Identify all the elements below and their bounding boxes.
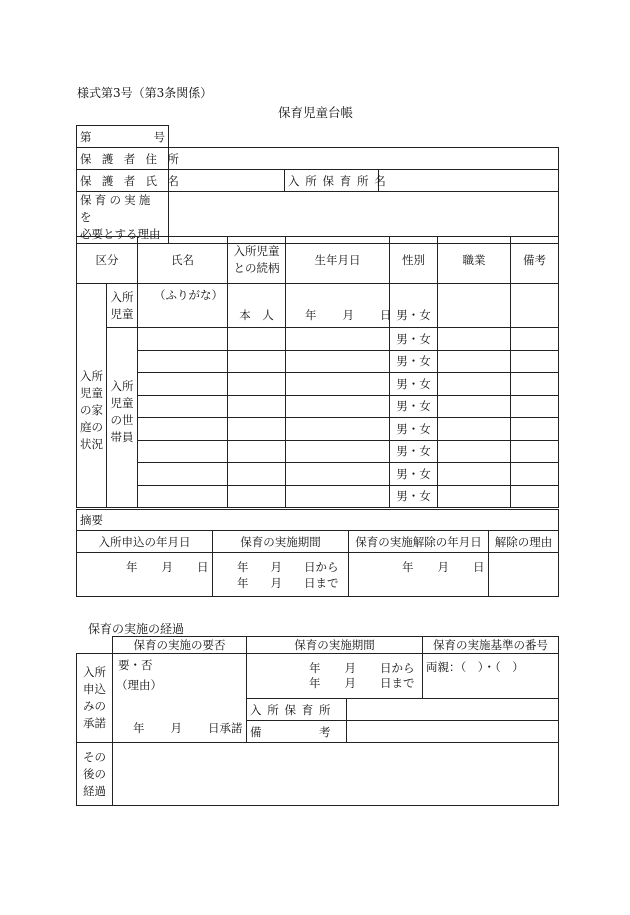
number-cell: 第 号 [77, 126, 169, 148]
guardian-name-label: 保護者氏名 [77, 170, 169, 192]
sex-select[interactable]: 男・女 [390, 395, 438, 418]
child-birthdate[interactable]: 年 月 日 [286, 284, 390, 328]
cancel-date-field[interactable]: 年 月 日 [349, 553, 489, 597]
remarks-field[interactable] [511, 395, 559, 418]
member-birthdate[interactable] [286, 463, 390, 486]
member-relation[interactable] [228, 463, 286, 486]
occupation-field[interactable] [438, 350, 511, 373]
need-field[interactable]: 要・否 （理由） 年 月 日承諾 [113, 654, 247, 743]
occupation-field[interactable] [438, 463, 511, 486]
member-name[interactable] [138, 418, 228, 441]
remarks-field[interactable] [511, 284, 559, 328]
member-birthdate[interactable] [286, 350, 390, 373]
occupation-field[interactable] [438, 485, 511, 508]
standard-number-field[interactable]: 両親：（ ）・（ ） [423, 654, 559, 699]
period-field[interactable]: 年 月 日から 年 月 日まで [213, 553, 349, 597]
child-name-field[interactable]: （ふりがな） [138, 284, 228, 328]
guardian-address-label: 保護者住所 [77, 148, 169, 170]
col-cancel-date: 保育の実施解除の年月日 [349, 531, 489, 553]
header-category: 区分 [77, 237, 138, 284]
sex-select[interactable]: 男・女 [390, 418, 438, 441]
child-label: 入所 児童 [107, 284, 138, 328]
member-name[interactable] [138, 350, 228, 373]
remarks-label: 備 考 [247, 721, 347, 743]
cancel-reason-field[interactable] [489, 553, 559, 597]
member-name[interactable] [138, 395, 228, 418]
occupation-field[interactable] [438, 418, 511, 441]
col-period: 保育の実施期間 [213, 531, 349, 553]
remarks-field[interactable] [511, 350, 559, 373]
summary-table [76, 509, 559, 597]
remarks-field[interactable] [511, 440, 559, 463]
col-apply-date: 入所申込の年月日 [77, 531, 213, 553]
member-birthdate[interactable] [286, 395, 390, 418]
progress-period-field[interactable]: 年 月 日から 年 月 日まで [247, 654, 423, 699]
progress-heading: 保育の実施の経過 [88, 622, 185, 636]
reason-label: 保育の実施を 必要とする理由 [77, 192, 169, 244]
after-progress-label: その 後の 経過 [77, 743, 113, 806]
col-standard: 保育の実施基準の番号 [423, 637, 559, 654]
member-birthdate[interactable] [286, 418, 390, 441]
col-cancel-reason: 解除の理由 [489, 531, 559, 553]
member-birthdate[interactable] [286, 485, 390, 508]
member-relation[interactable] [228, 440, 286, 463]
member-name[interactable] [138, 463, 228, 486]
header-occupation: 職業 [438, 237, 511, 284]
remarks-field[interactable] [511, 463, 559, 486]
remarks-field[interactable] [511, 328, 559, 351]
col-need: 保育の実施の要否 [113, 637, 247, 654]
member-relation[interactable] [228, 395, 286, 418]
occupation-field[interactable] [438, 328, 511, 351]
member-name[interactable] [138, 485, 228, 508]
sex-select[interactable]: 男・女 [390, 373, 438, 396]
apply-date-field[interactable]: 年 月 日 [77, 553, 213, 597]
header-relation: 入所児童 との続柄 [228, 237, 286, 284]
occupation-field[interactable] [438, 284, 511, 328]
remarks-field[interactable] [511, 418, 559, 441]
member-relation[interactable] [228, 350, 286, 373]
col-period: 保育の実施期間 [247, 637, 423, 654]
sex-select[interactable]: 男・女 [390, 485, 438, 508]
member-birthdate[interactable] [286, 440, 390, 463]
progress-table [76, 636, 559, 806]
member-relation[interactable] [228, 485, 286, 508]
member-relation[interactable] [228, 373, 286, 396]
occupation-field[interactable] [438, 373, 511, 396]
sex-select[interactable]: 男・女 [390, 350, 438, 373]
facility-name-label: 入所保育所名 [285, 170, 379, 192]
child-relation: 本 人 [228, 284, 286, 328]
facility-label: 入所保育所 [247, 699, 347, 721]
sex-select[interactable]: 男・女 [390, 440, 438, 463]
remarks-field[interactable] [511, 373, 559, 396]
summary-label: 摘要 [77, 510, 559, 531]
guardian-table [76, 125, 559, 244]
header-remarks: 備考 [511, 237, 559, 284]
family-table [76, 236, 559, 508]
occupation-field[interactable] [438, 440, 511, 463]
page-title: 保育児童台帳 [278, 105, 354, 120]
remarks-field[interactable] [511, 485, 559, 508]
sex-select[interactable]: 男・女 [390, 328, 438, 351]
sex-select[interactable]: 男・女 [390, 463, 438, 486]
member-name[interactable] [138, 440, 228, 463]
remarks-field[interactable] [347, 721, 559, 743]
member-birthdate[interactable] [286, 373, 390, 396]
member-name[interactable] [138, 328, 228, 351]
facility-field[interactable] [347, 699, 559, 721]
member-relation[interactable] [228, 418, 286, 441]
header-birthdate: 生年月日 [286, 237, 390, 284]
member-name[interactable] [138, 373, 228, 396]
sex-select[interactable]: 男・女 [390, 284, 438, 328]
application-approval-label: 入所 申込 みの 承諾 [77, 654, 113, 743]
after-progress-field[interactable] [113, 743, 559, 806]
header-name: 氏名 [138, 237, 228, 284]
member-birthdate[interactable] [286, 328, 390, 351]
family-status-label: 入所 児童 の家 庭の 状況 [77, 284, 107, 508]
occupation-field[interactable] [438, 395, 511, 418]
guardian-address-field[interactable] [169, 148, 559, 170]
header-sex: 性別 [390, 237, 438, 284]
facility-name-field[interactable] [379, 170, 559, 192]
form-number: 様式第3号（第3条関係） [77, 86, 213, 100]
member-relation[interactable] [228, 328, 286, 351]
household-members-label: 入所 児童 の世 帯員 [107, 328, 138, 508]
